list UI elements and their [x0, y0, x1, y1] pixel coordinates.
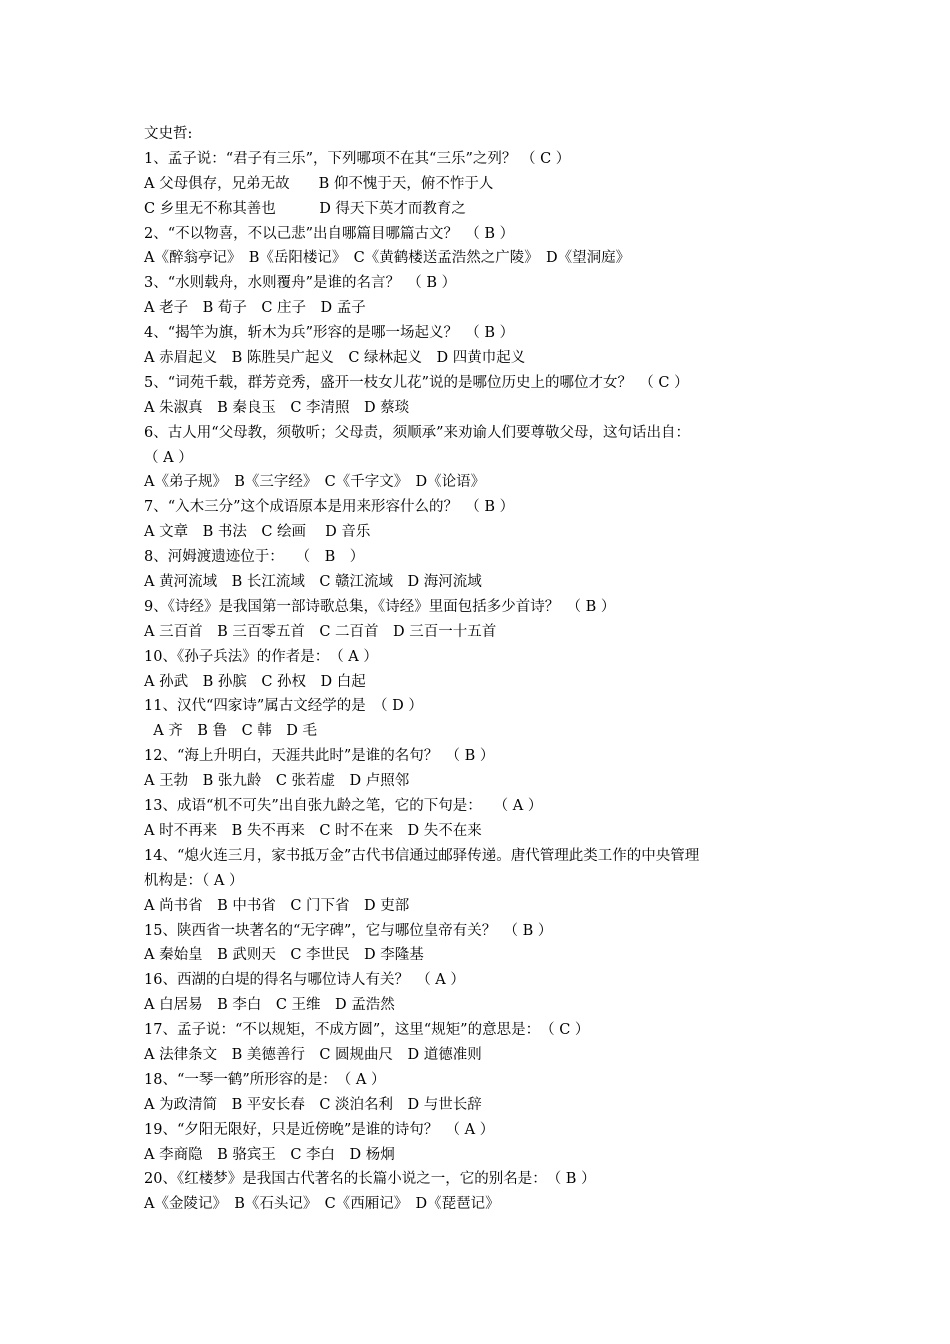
text-line: 17、孟子说：“不以规矩，不成方圆”，这里“规矩”的意思是： （ C ） — [144, 1022, 590, 1039]
text-line: 18、“一琴一鹤”所形容的是： （ A ） — [144, 1071, 386, 1088]
text-line: A《金陵记》 B《石头记》 C《西厢记》 D《琵琶记》 — [144, 1196, 500, 1213]
text-line: A 齐 B 鲁 C 韩 D 毛 — [144, 723, 318, 740]
text-line: A 赤眉起义 B 陈胜吴广起义 C 绿林起义 D 四黄巾起义 — [144, 350, 526, 367]
text-line: 4、“揭竿为旗，斩木为兵”形容的是哪一场起义？ （ B ） — [144, 325, 515, 342]
text-line: 10、《孙子兵法》的作者是： （ A ） — [144, 648, 378, 665]
text-line: A 孙武 B 孙膑 C 孙权 D 白起 — [144, 673, 366, 690]
text-line: （ A ） — [144, 449, 193, 466]
text-line: 16、西湖的白堤的得名与哪位诗人有关？ （ A ） — [144, 972, 465, 989]
text-line: C 乡里无不称其善也 D 得天下英才而教育之 — [144, 200, 466, 217]
text-line: 2、“不以物喜，不以己悲”出自哪篇目哪篇古文？ （ B ） — [144, 225, 515, 242]
text-line: 5、“词苑千载，群芳竞秀，盛开一枝女儿花”说的是哪位历史上的哪位才女？ （ C ） — [144, 374, 689, 391]
text-line: A 黄河流域 B 长江流域 C 赣江流域 D 海河流域 — [144, 574, 482, 591]
text-line: 机构是：（ A ） — [144, 872, 244, 889]
text-line: 12、“海上升明白，天涯共此时”是谁的名句？ （ B ） — [144, 748, 495, 765]
text-line: A 朱淑真 B 秦良玉 C 李清照 D 蔡琰 — [144, 399, 410, 416]
text-line: 11、汉代“四家诗”属古文经学的是 （ D ） — [144, 698, 423, 715]
text-line: 15、陕西省一块著名的“无字碑”，它与哪位皇帝有关？ （ B ） — [144, 922, 553, 939]
text-line: 3、“水则载舟，水则覆舟”是谁的名言？ （ B ） — [144, 275, 457, 292]
text-line: A 王勃 B 张九龄 C 张若虚 D 卢照邻 — [144, 773, 410, 790]
text-line: A 白居易 B 李白 C 王维 D 孟浩然 — [144, 997, 395, 1014]
text-line: A《弟子规》 B《三字经》 C《千字文》 D《论语》 — [144, 474, 486, 491]
text-line: A 父母俱存，兄弟无故 B 仰不愧于天，俯不怍于人 — [144, 175, 494, 192]
text-line: 20、《红楼梦》是我国古代著名的长篇小说之一，它的别名是： （ B ） — [144, 1171, 596, 1188]
text-line: A 秦始皇 B 武则天 C 李世民 D 李隆基 — [144, 947, 424, 964]
text-line: 8、河姆渡遗迹位于： （ B ） — [144, 549, 365, 566]
text-line: 9、《诗经》是我国第一部诗歌总集，《诗经》里面包括多少首诗？ （ B ） — [144, 598, 616, 615]
text-line: A 李商隐 B 骆宾王 C 李白 D 杨炯 — [144, 1146, 395, 1163]
text-line: A 尚书省 B 中书省 C 门下省 D 吏部 — [144, 897, 410, 914]
text-line: 1、孟子说：“君子有三乐”，下列哪项不在其“三乐”之列？ （ C ） — [144, 150, 571, 167]
text-line: A 时不再来 B 失不再来 C 时不在来 D 失不在来 — [144, 822, 482, 839]
text-line: 14、“熄火连三月，家书抵万金”古代书信通过邮驿传递。唐代管理此类工作的中央管理 — [144, 847, 700, 864]
text-line: 13、成语“机不可失”出自张九龄之笔，它的下句是： （ A ） — [144, 798, 543, 815]
text-line: A《醉翁亭记》 B《岳阳楼记》 C《黄鹤楼送孟浩然之广陵》 D《望洞庭》 — [144, 250, 631, 267]
text-line: A 为政清简 B 平安长春 C 淡泊名利 D 与世长辞 — [144, 1096, 482, 1113]
text-line: 7、“入木三分”这个成语原本是用来形容什么的？ （ B ） — [144, 499, 515, 516]
text-line: A 老子 B 荀子 C 庄子 D 孟子 — [144, 300, 366, 317]
section-heading: 文史哲: — [144, 126, 193, 142]
text-line: 19、“夕阳无限好，只是近傍晚”是谁的诗句？ （ A ） — [144, 1121, 495, 1138]
document-body — [144, 122, 824, 1217]
text-line: A 法律条文 B 美德善行 C 圆规曲尺 D 道德准则 — [144, 1046, 482, 1063]
text-line: A 文章 B 书法 C 绘画 D 音乐 — [144, 524, 371, 541]
text-line: A 三百首 B 三百零五首 C 二百首 D 三百一十五首 — [144, 623, 497, 640]
text-line: 6、古人用“父母教，须敬听；父母责，须顺承”来劝谕人们要尊敬父母，这句话出自： — [144, 424, 691, 441]
